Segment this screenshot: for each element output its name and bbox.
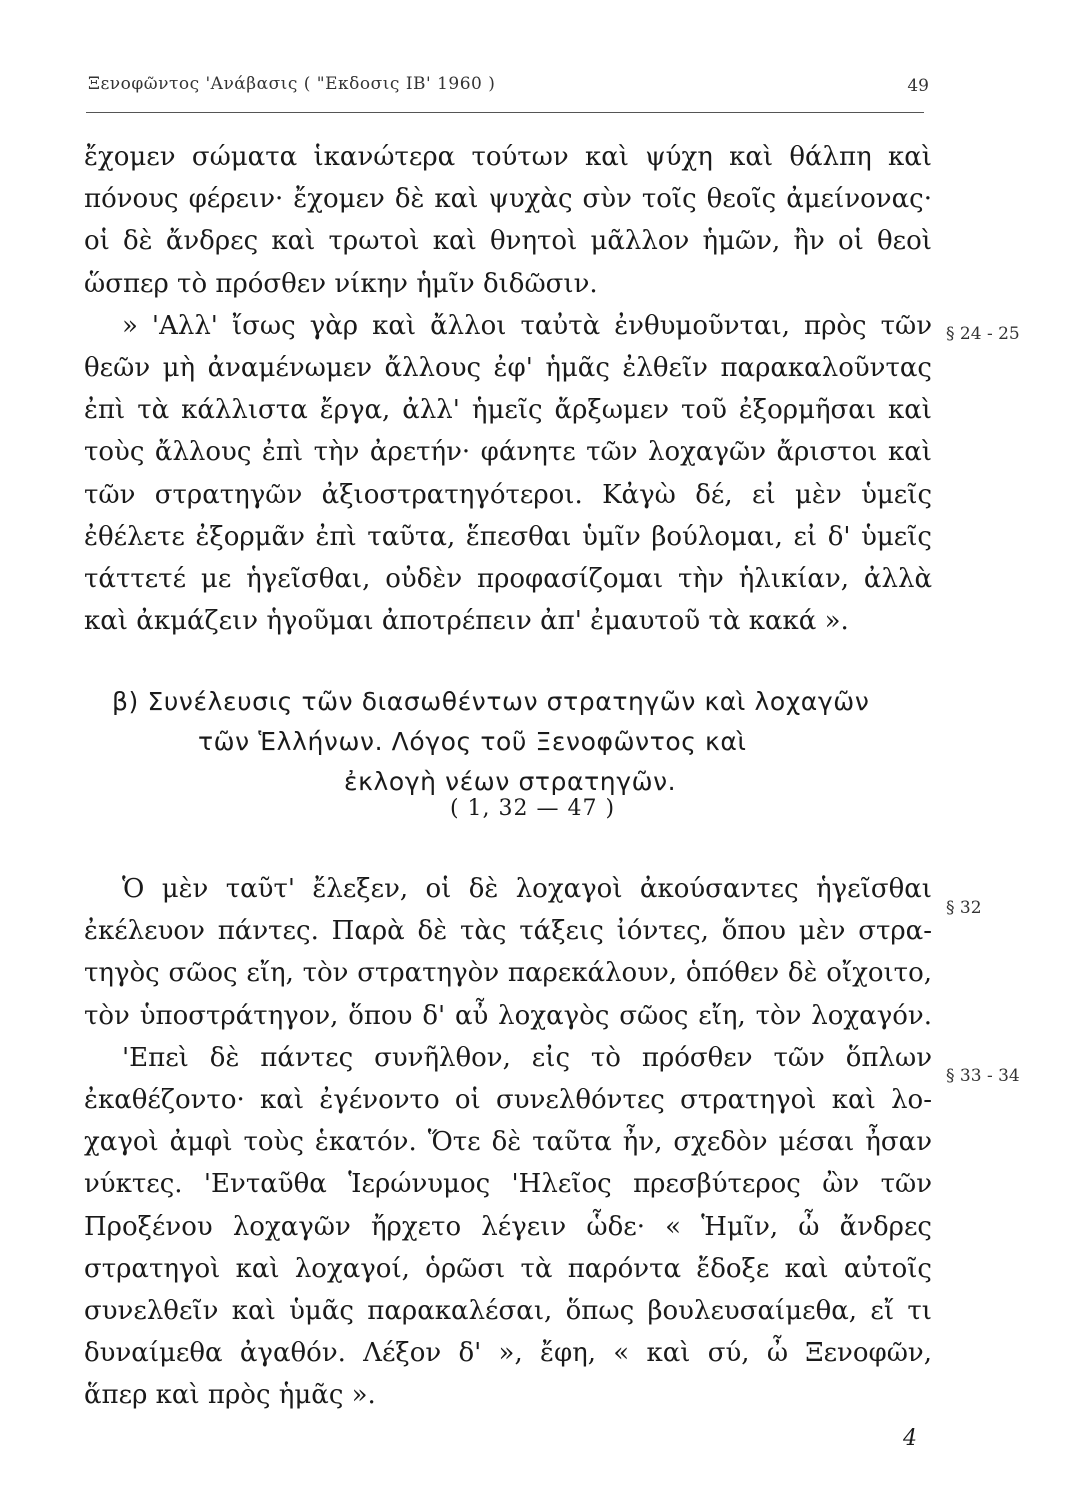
text-line: θεῶν μὴ ἀναμένωμεν ἄλλους ἐφ' ἡμᾶς ἐλθεῖν παρακαλοῦντας [84, 353, 932, 384]
paragraph-4 [84, 1037, 932, 1417]
reference-range: ( 1, 32 — 47 ) [449, 796, 616, 821]
text-line: οἱ δὲ ἄνδρες καὶ τρωτοὶ καὶ θνητοὶ μᾶλλον ἡμῶν, ἢν οἱ θεοὶ [84, 226, 932, 257]
margin-note-24-25: § 24 - 25 [946, 324, 1020, 344]
text-line: ἐκαθέζοντο· καὶ ἐγένοντο οἱ συνελθόντες στρατηγοὶ καὶ λο- [84, 1085, 932, 1116]
paragraph-2 [84, 305, 932, 643]
text-line: ἅπερ καὶ πρὸς ἡμᾶς ». [84, 1380, 376, 1411]
text-line: ὥσπερ τὸ πρόσθεν νίκην ἡμῖν διδῶσιν. [84, 268, 598, 299]
text-line: τάττετέ με ἡγεῖσθαι, οὐδὲν προφασίζομαι τὴν ἡλικίαν, ἀλλὰ [84, 564, 932, 595]
paragraph-1 [84, 136, 932, 305]
section-heading-line: τῶν Ἑλλήνων. Λόγος τοῦ Ξενοφῶντος καὶ [198, 727, 747, 756]
page-number: 49 [907, 76, 929, 96]
text-block-top [84, 136, 932, 642]
text-line: ἔχομεν σώματα ἱκανώτερα τούτων καὶ ψύχη καὶ θάλπη καὶ [84, 142, 932, 172]
text-line: » 'Αλλ' ἴσως γὰρ καὶ ἄλλοι ταὐτὰ ἐνθυμοῦνται, πρὸς τῶν [122, 310, 932, 341]
text-line: νύκτες. 'Ενταῦθα Ἱερώνυμος 'Ηλεῖος πρεσβύτερος ὢν τῶν [84, 1169, 932, 1200]
text-block-bottom [84, 868, 932, 1417]
text-line: δυναίμεθα ἀγαθόν. Λέξον δ' », ἔφη, « καὶ σύ, ὦ Ξενοφῶν, [84, 1338, 932, 1369]
text-line: χαγοὶ ἀμφὶ τοὺς ἑκατόν. Ὅτε δὲ ταῦτα ἦν, σχεδὸν μέσαι ἦσαν [84, 1127, 932, 1158]
text-line: ἐπὶ τὰ κάλλιστα ἔργα, ἀλλ' ἡμεῖς ἄρξωμεν τοῦ ἐξορμῆσαι καὶ [84, 395, 932, 426]
text-line: ἐκέλευον πάντες. Παρὰ δὲ τὰς τάξεις ἰόντες, ὅπου μὲν στρα- [84, 916, 932, 947]
section-heading [100, 682, 920, 802]
text-line: τοὺς ἄλλους ἐπὶ τὴν ἀρετήν· φάνητε τῶν λοχαγῶν ἄριστοι καὶ [84, 437, 932, 468]
signature-mark: 4 [903, 1426, 917, 1451]
section-heading-line: ἐκλογὴ νέων στρατηγῶν. [344, 767, 677, 796]
margin-note-33-34: § 33 - 34 [946, 1066, 1020, 1086]
text-line: ἐθέλετε ἐξορμᾶν ἐπὶ ταῦτα, ἕπεσθαι ὑμῖν βούλομαι, εἰ δ' ὑμεῖς [84, 521, 932, 552]
text-line: τηγὸς σῶος εἴη, τὸν στρατηγὸν παρεκάλουν, ὁπόθεν δὲ οἴχοιτο, [84, 958, 932, 989]
text-line: καὶ ἀκμάζειν ἡγοῦμαι ἀποτρέπειν ἀπ' ἐμαυτοῦ τὰ κακά ». [84, 606, 849, 637]
text-line: Ὁ μὲν ταῦτ' ἔλεξεν, οἱ δὲ λοχαγοὶ ἀκούσαντες ἡγεῖσθαι [122, 874, 932, 904]
text-line: Προξένου λοχαγῶν ἤρχετο λέγειν ὧδε· « Ἡμῖν, ὦ ἄνδρες [84, 1211, 932, 1242]
section-heading-line: β) Συνέλευσις τῶν διασωθέντων στρατηγῶν καὶ λοχαγῶν [112, 687, 870, 716]
text-line: τῶν στρατηγῶν ἀξιοστρατηγότεροι. Κἀγὼ δέ, εἰ μὲν ὑμεῖς [84, 479, 932, 510]
text-line: τὸν ὑποστράτηγον, ὅπου δ' αὖ λοχαγὸς σῶος εἴη, τὸν λοχαγόν. [84, 1000, 932, 1031]
text-line: πόνους φέρειν· ἔχομεν δὲ καὶ ψυχὰς σὺν τοῖς θεοῖς ἀμείνονας· [84, 184, 932, 215]
text-line: στρατηγοὶ καὶ λοχαγοί, ὁρῶσι τὰ παρόντα ἔδοξε καὶ αὐτοῖς [84, 1253, 932, 1284]
header-rule [86, 112, 924, 113]
running-head: Ξενοφῶντος 'Ανάβασις ( "Εκδοσις ΙΒ' 1960 ) [88, 74, 496, 94]
text-line: 'Επεὶ δὲ πάντες συνῆλθον, εἰς τὸ πρόσθεν τῶν ὅπλων [122, 1042, 932, 1073]
text-line: συνελθεῖν καὶ ὑμᾶς παρακαλέσαι, ὅπως βουλευσαίμεθα, εἴ τι [84, 1296, 932, 1327]
margin-note-32: § 32 [946, 898, 982, 918]
paragraph-3 [84, 868, 932, 1037]
